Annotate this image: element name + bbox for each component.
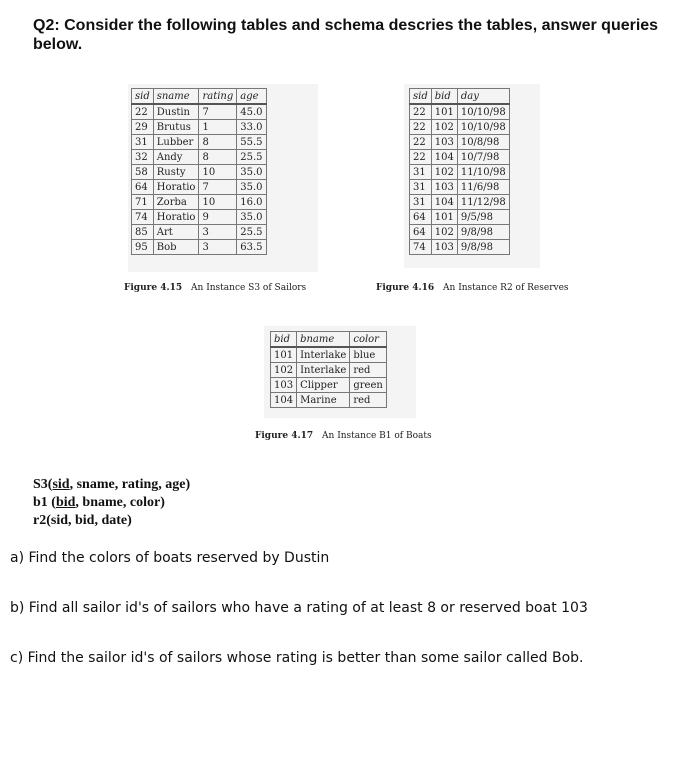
table-cell: 101 <box>431 210 457 225</box>
table-cell: red <box>350 363 386 378</box>
table-cell: 85 <box>132 225 154 240</box>
table-cell: 1 <box>199 120 237 135</box>
table-cell: 45.0 <box>237 104 266 120</box>
table-cell: 10/10/98 <box>457 120 509 135</box>
table-cell: Dustin <box>153 104 199 120</box>
table-cell: 104 <box>431 150 457 165</box>
table-cell: Brutus <box>153 120 199 135</box>
table-row <box>410 120 510 135</box>
question-a: a) Find the colors of boats reserved by Dustin <box>10 550 330 566</box>
schema-block <box>33 476 190 530</box>
table-cell: 102 <box>431 165 457 180</box>
table-cell: 9/5/98 <box>457 210 509 225</box>
table-cell: 9 <box>199 210 237 225</box>
table-header-row <box>271 332 387 348</box>
table-cell: Lubber <box>153 135 199 150</box>
column-header: bname <box>297 332 350 348</box>
table-row <box>132 240 267 255</box>
table-cell: Andy <box>153 150 199 165</box>
table-row <box>132 195 267 210</box>
table-row <box>271 393 387 408</box>
table-cell: 102 <box>431 120 457 135</box>
question-c: c) Find the sailor id's of sailors whose rating is better than some sailor called Bob. <box>10 650 584 666</box>
table-cell: 33.0 <box>237 120 266 135</box>
caption-label: Figure 4.16 <box>376 283 435 293</box>
schema-b1: b1 (bid, bname, color) <box>33 495 165 510</box>
table-row <box>410 165 510 180</box>
table-cell: Marine <box>297 393 350 408</box>
table-row <box>410 195 510 210</box>
table-row <box>132 135 267 150</box>
sailors-caption <box>124 283 306 293</box>
table-cell: 103 <box>431 240 457 255</box>
table-cell: 71 <box>132 195 154 210</box>
table-cell: 64 <box>132 180 154 195</box>
table-row <box>132 180 267 195</box>
table-cell: 35.0 <box>237 165 266 180</box>
table-cell: Interlake <box>297 363 350 378</box>
caption-label: Figure 4.15 <box>124 283 183 293</box>
table-row <box>132 150 267 165</box>
table-cell: 16.0 <box>237 195 266 210</box>
table-cell: 11/6/98 <box>457 180 509 195</box>
table-cell: 103 <box>271 378 297 393</box>
table-cell: 8 <box>199 135 237 150</box>
table-cell: 22 <box>410 120 432 135</box>
column-header: rating <box>199 89 237 105</box>
table-row <box>410 240 510 255</box>
table-cell: 63.5 <box>237 240 266 255</box>
table-cell: 64 <box>410 210 432 225</box>
table-cell: Zorba <box>153 195 199 210</box>
table-row <box>271 363 387 378</box>
table-cell: Horatio <box>153 210 199 225</box>
table-cell: 3 <box>199 225 237 240</box>
table-cell: 101 <box>271 347 297 363</box>
column-header: sname <box>153 89 199 105</box>
table-cell: 8 <box>199 150 237 165</box>
boats-table <box>270 331 387 408</box>
table-cell: Bob <box>153 240 199 255</box>
table-cell: 31 <box>410 195 432 210</box>
table-row <box>132 104 267 120</box>
schema-s3: S3(sid, sname, rating, age) <box>33 477 191 492</box>
caption-text: An Instance R2 of Reserves <box>443 283 569 293</box>
column-header: bid <box>431 89 457 105</box>
table-row <box>132 225 267 240</box>
table-cell: 74 <box>132 210 154 225</box>
table-cell: blue <box>350 347 386 363</box>
table-row <box>271 347 387 363</box>
table-cell: 102 <box>431 225 457 240</box>
table-cell: 103 <box>431 135 457 150</box>
table-cell: 10/8/98 <box>457 135 509 150</box>
table-cell: 10 <box>199 195 237 210</box>
table-cell: 31 <box>132 135 154 150</box>
column-header: day <box>457 89 509 105</box>
table-cell: 7 <box>199 104 237 120</box>
table-cell: Art <box>153 225 199 240</box>
column-header: sid <box>410 89 432 105</box>
table-row <box>132 210 267 225</box>
table-cell: 9/8/98 <box>457 225 509 240</box>
table-header-row <box>132 89 267 105</box>
table-cell: 10/10/98 <box>457 104 509 120</box>
table-cell: 25.5 <box>237 150 266 165</box>
table-cell: 55.5 <box>237 135 266 150</box>
table-row <box>271 378 387 393</box>
reserves-table <box>409 88 510 255</box>
sailors-table <box>131 88 267 255</box>
table-cell: 25.5 <box>237 225 266 240</box>
table-row <box>410 104 510 120</box>
question-title: Q2: Consider the following tables and schema descries the tables, answer queries below. <box>33 17 659 53</box>
table-cell: 95 <box>132 240 154 255</box>
primary-key: sid <box>52 477 70 492</box>
table-cell: 3 <box>199 240 237 255</box>
caption-text: An Instance B1 of Boats <box>322 431 432 441</box>
table-header-row <box>410 89 510 105</box>
question-b: b) Find all sailor id's of sailors who have a rating of at least 8 or reserved boat 103 <box>10 600 588 616</box>
table-cell: 104 <box>431 195 457 210</box>
column-header: age <box>237 89 266 105</box>
table-row <box>132 165 267 180</box>
table-cell: 10 <box>199 165 237 180</box>
caption-label: Figure 4.17 <box>255 431 314 441</box>
table-cell: 22 <box>410 150 432 165</box>
table-cell: 58 <box>132 165 154 180</box>
table-row <box>410 210 510 225</box>
table-row <box>132 120 267 135</box>
table-cell: 32 <box>132 150 154 165</box>
table-cell: Clipper <box>297 378 350 393</box>
table-cell: 74 <box>410 240 432 255</box>
boats-caption <box>255 431 432 441</box>
column-header: sid <box>132 89 154 105</box>
table-cell: red <box>350 393 386 408</box>
table-cell: Rusty <box>153 165 199 180</box>
column-header: bid <box>271 332 297 348</box>
table-cell: 7 <box>199 180 237 195</box>
table-cell: green <box>350 378 386 393</box>
table-cell: 31 <box>410 165 432 180</box>
table-cell: 101 <box>431 104 457 120</box>
table-cell: 11/12/98 <box>457 195 509 210</box>
primary-key: bid <box>55 495 76 510</box>
table-row <box>410 180 510 195</box>
table-cell: 104 <box>271 393 297 408</box>
table-cell: Horatio <box>153 180 199 195</box>
table-row <box>410 225 510 240</box>
table-cell: 9/8/98 <box>457 240 509 255</box>
table-cell: 22 <box>410 104 432 120</box>
reserves-caption <box>376 283 569 293</box>
table-cell: Interlake <box>297 347 350 363</box>
table-cell: 29 <box>132 120 154 135</box>
caption-text: An Instance S3 of Sailors <box>191 283 307 293</box>
schema-r2: r2(sid, bid, date) <box>33 513 132 528</box>
table-row <box>410 135 510 150</box>
table-cell: 22 <box>132 104 154 120</box>
table-row <box>410 150 510 165</box>
table-cell: 64 <box>410 225 432 240</box>
table-cell: 102 <box>271 363 297 378</box>
table-cell: 35.0 <box>237 210 266 225</box>
table-cell: 22 <box>410 135 432 150</box>
table-cell: 11/10/98 <box>457 165 509 180</box>
table-cell: 103 <box>431 180 457 195</box>
table-cell: 10/7/98 <box>457 150 509 165</box>
column-header: color <box>350 332 386 348</box>
table-cell: 35.0 <box>237 180 266 195</box>
table-cell: 31 <box>410 180 432 195</box>
